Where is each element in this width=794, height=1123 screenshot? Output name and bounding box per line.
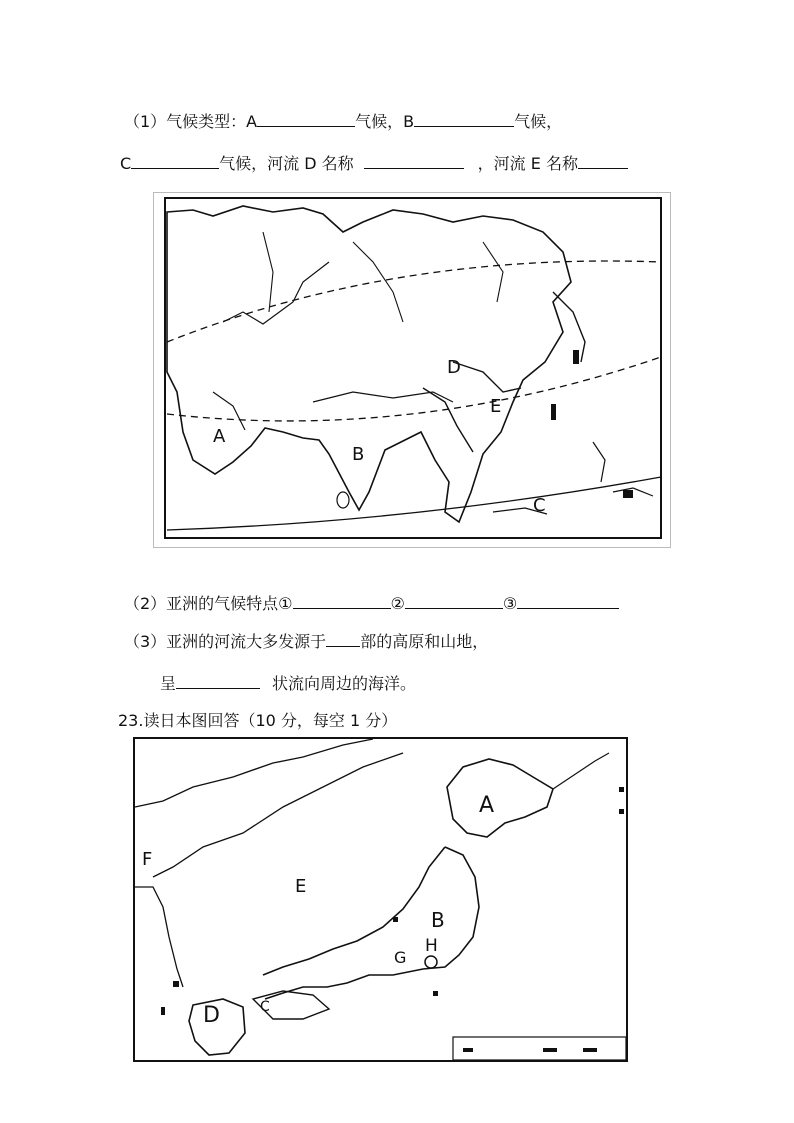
answer-blank-climate-a[interactable]: [257, 110, 355, 127]
asia-map-label-c: C: [533, 495, 546, 516]
japan-map-label-h: H: [425, 936, 438, 956]
q22-feature-3-marker: ③: [502, 594, 518, 613]
asia-map: [153, 192, 671, 548]
answer-blank-river-source[interactable]: [326, 630, 360, 647]
q22-river-e-label: ，河流 E 名称: [477, 154, 578, 173]
q22-feature-2-marker: ②: [390, 594, 405, 613]
q22-line-4: [124, 630, 488, 653]
q22-flow-pattern-tail: 状流向周边的海洋。: [272, 674, 417, 693]
q22-river-source-tail: 部的高原和山地，: [360, 632, 489, 651]
q22-asia-climate-label: （2）亚洲的气候特点①: [124, 594, 293, 613]
q22-climate-c-label: C: [120, 154, 132, 173]
q22-climate-b-label: 气候，B: [355, 112, 415, 131]
japan-map-label-b: B: [431, 908, 445, 932]
q22-flow-pattern-label: 呈: [160, 674, 177, 693]
asia-map-label-b: B: [352, 444, 365, 465]
answer-blank-river-d[interactable]: [364, 152, 464, 169]
japan-map-label-a: A: [479, 793, 495, 818]
asia-map-label-d: D: [447, 357, 461, 378]
japan-map-label-f: F: [142, 849, 153, 870]
japan-map-label-e: E: [295, 876, 307, 897]
answer-blank-feature-1[interactable]: [293, 592, 391, 609]
q22-line-2: [120, 152, 628, 175]
q22-river-source-label: （3）亚洲的河流大多发源于: [124, 632, 327, 651]
q22-climate-tail: 气候，: [514, 112, 563, 131]
q22-climate-a-label: （1）气候类型：A: [124, 112, 258, 131]
japan-map: [133, 737, 628, 1062]
q22-line-5: [160, 672, 416, 695]
answer-blank-flow-pattern[interactable]: [176, 672, 260, 689]
q22-line-3: [124, 592, 619, 615]
q22-river-d-label: 气候，河流 D 名称: [219, 154, 354, 173]
answer-blank-climate-b[interactable]: [414, 110, 514, 127]
japan-map-label-c: C: [260, 999, 270, 1015]
asia-map-label-e: E: [490, 396, 502, 417]
answer-blank-feature-3[interactable]: [517, 592, 619, 609]
q22-line-1: [124, 110, 562, 133]
japan-map-label-g: G: [394, 948, 407, 967]
answer-blank-feature-2[interactable]: [405, 592, 503, 609]
q23-heading: 23.读日本图回答（10 分，每空 1 分）: [118, 711, 398, 730]
japan-map-label-d: D: [203, 1003, 220, 1028]
asia-map-label-a: A: [213, 426, 226, 447]
answer-blank-river-e[interactable]: [578, 152, 628, 169]
asia-map-drawing: [153, 192, 671, 548]
answer-blank-climate-c[interactable]: [131, 152, 219, 169]
